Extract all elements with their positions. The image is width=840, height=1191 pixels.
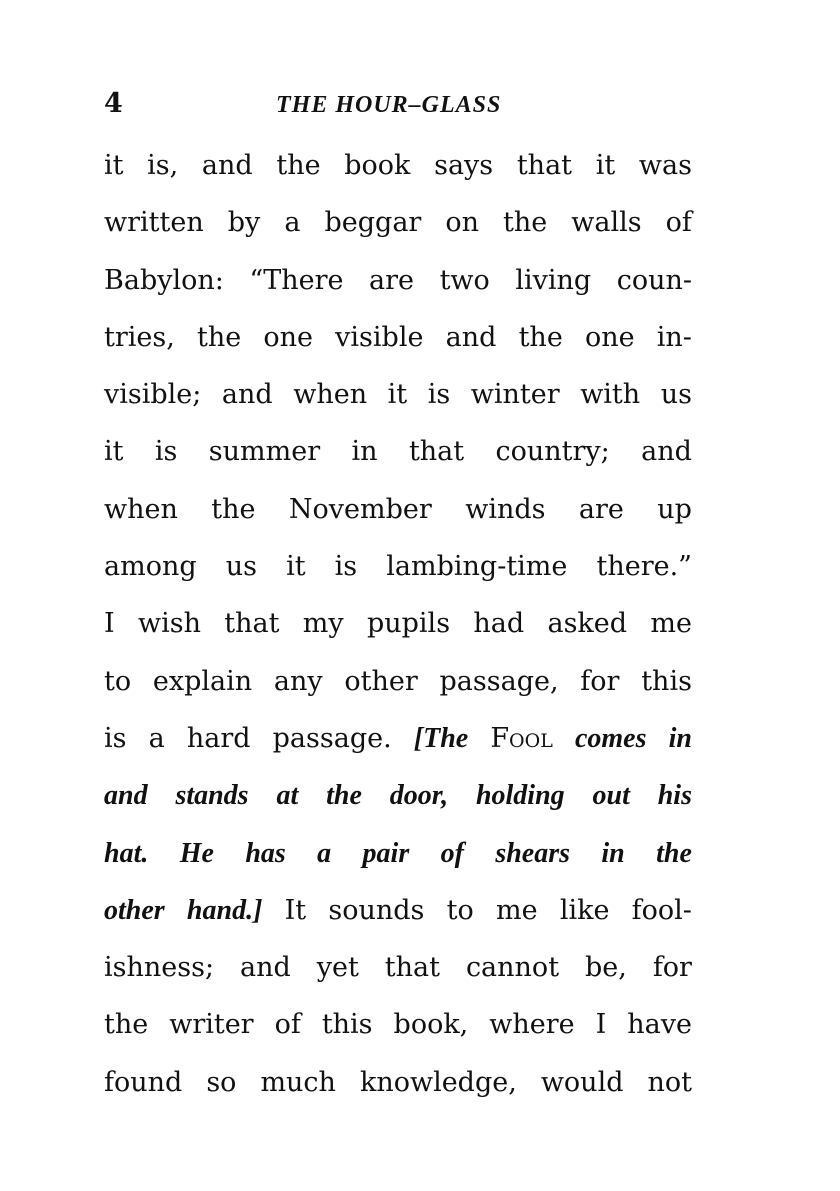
text-line [104, 322, 692, 379]
word: his [657, 780, 692, 812]
word: it [104, 436, 124, 468]
word: with [580, 379, 641, 411]
word: November [288, 493, 432, 525]
word: visible; [104, 379, 202, 411]
word: “There [249, 264, 344, 296]
word: are [369, 264, 415, 296]
word: in- [656, 321, 692, 353]
word: and [201, 150, 253, 181]
word: have [627, 1009, 692, 1041]
word: that [516, 150, 573, 181]
word: ishness; [104, 952, 215, 984]
word: so [206, 1066, 237, 1098]
page-header [104, 88, 692, 128]
word: it [595, 150, 616, 181]
word: and [221, 379, 273, 411]
word: it [104, 150, 124, 181]
word: visible [335, 321, 424, 353]
word: up [657, 493, 692, 525]
text-line [104, 608, 692, 665]
word: the [326, 780, 362, 812]
word: a [284, 207, 301, 239]
word: where [489, 1009, 575, 1041]
word: two [439, 264, 490, 296]
word: us [225, 551, 257, 583]
word: was [638, 150, 692, 181]
word: door, [389, 780, 449, 812]
word: me [495, 894, 538, 926]
word: and [240, 952, 291, 984]
word: to [446, 894, 474, 926]
text-line [104, 379, 692, 436]
word: are [578, 493, 624, 525]
word: other [344, 665, 418, 697]
text-line [104, 666, 692, 723]
word: lambing-time [386, 551, 568, 583]
word: that [224, 608, 280, 640]
word: passage, [439, 665, 559, 697]
word: had [473, 608, 525, 640]
text-line [104, 494, 692, 551]
text-line [104, 723, 692, 780]
word: explain [152, 665, 253, 697]
text-line [104, 1009, 692, 1066]
word: is [104, 722, 127, 754]
text-line [104, 952, 692, 1009]
text-line [104, 207, 692, 264]
word: walls [571, 207, 642, 239]
word: has [245, 837, 286, 869]
word: of [665, 207, 692, 239]
text-line [104, 838, 692, 895]
word: tries, [104, 321, 175, 353]
word: He [179, 837, 214, 869]
word: out [592, 780, 630, 812]
word: [The [413, 722, 469, 754]
word: among [104, 551, 197, 583]
word: any [273, 665, 323, 697]
word: is, [147, 150, 179, 181]
word: I [104, 608, 115, 640]
word: I [595, 1009, 607, 1041]
text-line [104, 551, 692, 608]
word: me [650, 608, 692, 640]
word: this [321, 1009, 373, 1041]
word: a [148, 722, 165, 754]
word: the [276, 150, 321, 181]
word: comes [574, 722, 647, 754]
word: Fool [490, 722, 553, 754]
word: passage. [272, 722, 392, 754]
word: to [104, 665, 132, 697]
word: pair [362, 837, 410, 869]
word: it [286, 551, 306, 583]
word: book, [393, 1009, 469, 1041]
word: book [344, 150, 411, 181]
word: writer [169, 1009, 254, 1041]
word: It [284, 894, 307, 926]
word: found [104, 1066, 183, 1098]
word: wish [137, 608, 201, 640]
word: shears [495, 837, 571, 869]
word: winter [470, 379, 560, 411]
word: is [427, 379, 451, 411]
word: the [503, 207, 548, 239]
word: cannot [465, 952, 560, 984]
word: us [660, 379, 692, 411]
word: Babylon: [104, 264, 224, 296]
text-line [104, 1067, 692, 1124]
word: in [601, 837, 625, 869]
word: is [154, 436, 178, 468]
word: much [260, 1066, 336, 1098]
word: yet [316, 952, 359, 984]
word: a [317, 837, 332, 869]
text-line [104, 436, 692, 493]
word: sounds [328, 894, 425, 926]
text-line [104, 780, 692, 837]
word: that [384, 952, 440, 984]
word: coun- [616, 264, 692, 296]
word: when [293, 379, 368, 411]
word: there.” [596, 551, 692, 583]
text-line [104, 895, 692, 952]
word: stands [175, 780, 249, 812]
word: on [445, 207, 480, 239]
word: one [263, 321, 313, 353]
word: says [434, 150, 494, 181]
word: one [584, 321, 635, 353]
word: my [302, 608, 344, 640]
word: in [351, 436, 378, 468]
page-number: 4 [104, 88, 123, 119]
word: would [540, 1066, 624, 1098]
word: fool- [631, 894, 692, 926]
body-text [104, 150, 692, 1124]
word: the [211, 493, 256, 525]
word: it [387, 379, 408, 411]
running-head: THE HOUR–GLASS [276, 92, 502, 118]
word: pupils [366, 608, 451, 640]
word: the [656, 837, 692, 869]
word: written [104, 207, 204, 239]
word: living [515, 264, 592, 296]
word: the [196, 321, 242, 353]
text-line [104, 150, 692, 207]
word: knowledge, [359, 1066, 517, 1098]
word: when [104, 493, 178, 525]
word: winds [465, 493, 546, 525]
word: at [276, 780, 299, 812]
word: this [641, 665, 692, 697]
word: other [104, 894, 165, 926]
word: and [641, 436, 692, 468]
word: the [104, 1009, 149, 1041]
word: beggar [324, 207, 422, 239]
word: holding [475, 780, 565, 812]
word: country; [495, 436, 610, 468]
word: and [445, 321, 497, 353]
word: for [580, 665, 620, 697]
word: in [668, 722, 692, 754]
word: not [647, 1066, 692, 1098]
word: of [274, 1009, 301, 1041]
word: hand.] [186, 894, 263, 926]
word: hard [186, 722, 251, 754]
word: be, [585, 952, 627, 984]
word: summer [208, 436, 321, 468]
text-line [104, 265, 692, 322]
word: by [227, 207, 261, 239]
word: that [408, 436, 465, 468]
word: of [440, 837, 464, 869]
word: asked [547, 608, 628, 640]
word: like [559, 894, 610, 926]
word: is [334, 551, 358, 583]
word: hat. [104, 837, 149, 869]
word: and [104, 780, 148, 812]
word: for [652, 952, 692, 984]
word: the [518, 321, 563, 353]
